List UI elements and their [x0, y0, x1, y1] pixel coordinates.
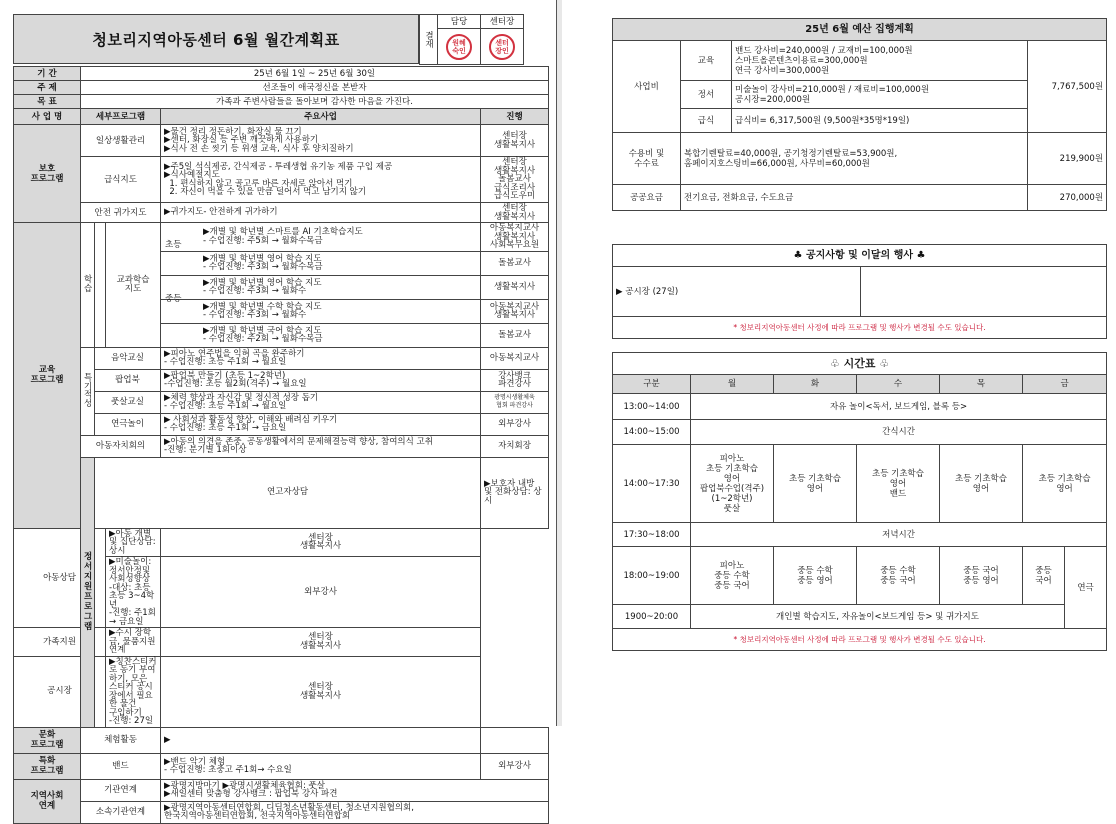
stamp-staff — [438, 29, 481, 65]
budget-fees-desc: 복합기렌탈료=40,000원, 공기청정기렌탈료=53,900원, 홈페이지호스팅비=66,000원, 사무비=60,000원 — [681, 133, 1028, 185]
header-main: 주요사업 — [161, 109, 481, 125]
notice-left: ▶ 공시장 (27일) — [613, 267, 861, 317]
budget-table — [612, 18, 1107, 211]
tt-r3-thu: 초등 기초학습 영어 — [940, 445, 1023, 523]
tt-r5-thu: 중등 국어 중등 영어 — [940, 547, 1023, 605]
daily-life-progress: 센터장 생활복지사 — [481, 125, 549, 157]
tt-r3-mon: 피아노 초등 기초학습 영어 팝업북수업(격주) (1~2학년) 풋살 — [691, 445, 774, 523]
tt-time-1: 13:00~14:00 — [613, 394, 691, 420]
meal-progress: 센터장 생활복지사 돌봄교사 급식조리사 급식도우미 — [481, 157, 549, 203]
edu-row-2-progress: 돌봄교사 — [481, 251, 549, 275]
learning-sub-left — [95, 223, 106, 348]
tt-time-6: 1900~20:00 — [613, 605, 691, 629]
protect-program-label: 보호 프로그램 — [14, 125, 81, 223]
level-mid-label: 중등 — [165, 293, 182, 304]
child-counsel-progress: 센터장 생활복지사 — [161, 528, 481, 557]
tt-header-wed: 수 — [857, 375, 940, 394]
edu-row-3-progress: 생활복지사 — [481, 275, 549, 299]
budget-cat-meal: 급식 — [681, 109, 732, 133]
child-counsel-text: ▶아동 개별 및 집단상담: 상시 — [106, 528, 161, 557]
tt-r5-drama: 연극 — [1065, 547, 1107, 629]
tt-r5-wed: 중등 수학 중등 국어 — [857, 547, 940, 605]
seal-icon: 원혜 숙인 — [446, 34, 472, 60]
culture-program-label: 문화 프로그램 — [14, 727, 81, 753]
learning-label: 학 습 — [81, 223, 95, 348]
music-sub: 음악교실 — [95, 347, 161, 369]
timetable-note: * 청보리지역아동센터 사정에 따라 프로그램 및 행사가 변경될 수도 있습니다. — [613, 629, 1107, 651]
budget-cat-emo: 정서 — [681, 81, 732, 109]
family-progress: 센터장 생활복지사 — [161, 628, 481, 657]
stamp-head — [481, 29, 524, 65]
edu-program-label: 교육 프로그램 — [14, 223, 81, 529]
right-page — [562, 0, 1116, 726]
tt-header-time: 구분 — [613, 375, 691, 394]
market-progress: 센터장 생활복지사 — [161, 656, 481, 727]
guardian-sub: 연고자상담 — [95, 457, 481, 528]
tt-time-5: 18:00~19:00 — [613, 547, 691, 605]
daily-life-text: ▶물건 정리 정돈하기, 화장실 물 끄기 ▶센터, 화장실 등 주변 깨끗하게 사용하기 ▶식사 전 손 씻기 등 위생 교육, 식사 후 양치질하기 — [161, 125, 481, 157]
budget-group-business: 사업비 — [613, 41, 681, 133]
futsal-text: ▶체력 향상과 자신감 및 정신적 성장 돕기 - 수업진행: 초등 주1회 → 월요일 — [161, 391, 481, 413]
tt-time-3: 14:00~17:30 — [613, 445, 691, 523]
market-sub: 공시장 — [14, 656, 106, 727]
goal-value: 가족과 주변사람들을 돌아보며 감사한 마음을 가진다. — [81, 95, 549, 109]
budget-edu-desc: 밴드 강사비=240,000원 / 교재비=100,000원 스마트올콘텐츠이용료=300,000원 연극 강사비=300,000원 — [732, 41, 1028, 81]
approval-staff-label: 담당 — [438, 15, 481, 29]
tt-r5-fri: 중등 국어 — [1023, 547, 1065, 605]
futsal-sub: 풋살교실 — [95, 391, 161, 413]
goal-label: 목 표 — [14, 95, 81, 109]
edu-row-1 — [161, 223, 481, 252]
left-page — [0, 0, 556, 821]
safety-sub: 안전 귀가지도 — [81, 203, 161, 223]
budget-utility-total: 270,000원 — [1028, 185, 1107, 211]
edu-row-3-text: ▶개별 및 학년별 영어 학습 지도 - 수업진행: 주3회 → 월화수 — [203, 277, 322, 296]
art-play-progress: 외부강사 — [161, 557, 481, 628]
budget-emo-desc: 미술놀이 강사비=210,000원 / 재료비=100,000원 공시장=200,000원 — [732, 81, 1028, 109]
meal-sub: 급식지도 — [81, 157, 161, 203]
drama-progress: 외부강사 — [481, 413, 549, 435]
level-elem-label: 초등 — [165, 240, 182, 250]
special-program-label: 특화 프로그램 — [14, 753, 81, 779]
family-text: ▶수시 장학금, 물품지원 연계 — [106, 628, 161, 657]
budget-cat-edu: 교육 — [681, 41, 732, 81]
agency-sub: 기관연계 — [81, 779, 161, 801]
header-progress: 진행 — [481, 109, 549, 125]
affiliate-text: ▶광명지역아동센터연합회, 디딤청소년활동센터, 청소년지원협의회, 한국지역아동센터연합회, 전국지역아동센터연합회 — [161, 801, 549, 823]
edu-row-1-progress: 아동복지교사 생활복지사 사회복무요원 — [481, 223, 549, 252]
budget-group-utility: 공공요금 — [613, 185, 681, 211]
theme-label: 주 제 — [14, 81, 81, 95]
tt-r3-fri: 초등 기초학습 영어 — [1023, 445, 1107, 523]
edu-row-4-text: ▶개별 및 학년별 수학 학습 지도 - 수업진행: 주3회 → 월화수 — [161, 299, 481, 323]
budget-title: 25년 6월 예산 집행계획 — [613, 19, 1107, 41]
council-sub: 아동자치회의 — [81, 435, 161, 457]
edu-row-5-progress: 돌봄교사 — [481, 323, 549, 347]
theme-value: 선조들이 애국정신을 본받자 — [81, 81, 549, 95]
monthly-plan-table — [13, 66, 549, 824]
experience-sub: 체험활동 — [81, 727, 161, 753]
tt-header-tue: 화 — [774, 375, 857, 394]
meal-text: ▶주5일 석식제공, 간식제공 - 투레생협 유기농 제품 구입 제공 ▶식사예절지도 1. 편식하지 않고 골고루 바른 자세로 앉아서 먹기 2. 자신이 먹을 수 있을 만큼 덜어서 먹고 남기지 않기 — [161, 157, 481, 203]
child-counsel-sub: 아동상담 — [14, 528, 106, 628]
community-label: 지역사회 연계 — [14, 779, 81, 823]
safety-progress: 센터장 생활복지사 — [481, 203, 549, 223]
notice-right — [861, 267, 1107, 317]
market-text: ▶칭찬스티커로 동기 부여하기, 모은 스티커 공시장에서 필요한 물건 구입하기 -진행: 27일 — [106, 656, 161, 727]
page-title: 청보리지역아동센터 6월 월간계획표 — [13, 14, 419, 64]
tt-header-thu: 목 — [940, 375, 1023, 394]
band-sub: 밴드 — [81, 753, 161, 779]
edu-row-1-text: ▶개별 및 학년별 스마트를 AI 기초학습지도 - 수업진행: 주5회 → 월화수목금 — [203, 227, 363, 246]
council-progress: 자치회장 — [481, 435, 549, 457]
notice-title: ♣ 공지사항 및 이달의 행사 ♣ — [613, 245, 1107, 267]
tt-r3-wed: 초등 기초학습 영어 밴드 — [857, 445, 940, 523]
edu-row-4-progress: 아동복지교사 생활복지사 — [481, 299, 549, 323]
affiliate-sub: 소속기관연계 — [81, 801, 161, 823]
header-sub: 세부프로그램 — [81, 109, 161, 125]
tt-r3-tue: 초등 기초학습 영어 — [774, 445, 857, 523]
council-text: ▶아동의 의견을 존중, 공동생활에서의 문제해결능력 향상, 참여의식 고취 -진행: 분기별 1회이상 — [161, 435, 481, 457]
safety-text: ▶귀가지도- 안전하게 귀가하기 — [161, 203, 481, 223]
popup-sub: 팝업북 — [95, 369, 161, 391]
art-play-text: ▶미술놀이: 정서안정및사회성향상 -대상: 초등 초등 3~4학년 -진행: 주1회 → 금요일 — [106, 557, 161, 628]
tt-header-mon: 월 — [691, 375, 774, 394]
tt-row-1: 자유 놀이<독서, 보드게임, 블록 등> — [691, 394, 1107, 420]
edu-row-5-text: ▶개별 및 학년별 국어 학습 지도 - 수업진행: 주2회 → 월화수목금 — [161, 323, 481, 347]
tt-row-6: 개인별 학습지도, 자유놀이<보드게임 등> 및 귀가지도 — [691, 605, 1065, 629]
futsal-progress: 광명시생활체육 협회 파견강사 — [481, 391, 549, 413]
tt-row-4: 저녁시간 — [691, 523, 1107, 547]
seal-icon: 센터 장인 — [489, 34, 515, 60]
emo-program-label: 정서지원 프로그램 — [81, 457, 95, 727]
tt-time-4: 17:30~18:00 — [613, 523, 691, 547]
budget-fees-total: 219,900원 — [1028, 133, 1107, 185]
approval-head-label: 센터장 — [481, 15, 524, 29]
timetable-title: ♧ 시간표 ♧ — [613, 353, 1107, 375]
notice-table — [612, 244, 1107, 339]
band-text: ▶밴드 악기 체험 - 수업진행: 초중고 주1회→ 수요일 — [161, 753, 481, 779]
tt-r5-mon: 피아노 중등 수학 중등 국어 — [691, 547, 774, 605]
budget-group-fees: 수용비 및 수수료 — [613, 133, 681, 185]
experience-progress — [481, 727, 549, 753]
guardian-text: ▶보호자 내방 및 전화상담: 상시 — [481, 457, 549, 528]
drama-text: ▶ 사회성과 활동성 향상, 이해와 배려심 키우기 - 수업진행: 초등 주1회 → 금요일 — [161, 413, 481, 435]
music-progress: 아동복지교사 — [481, 347, 549, 369]
notice-note: * 청보리지역아동센터 사정에 따라 프로그램 및 행사가 변경될 수도 있습니다. — [613, 317, 1107, 339]
daily-life-sub: 일상생활관리 — [81, 125, 161, 157]
popup-progress: 강사뱅크 파견강사 — [481, 369, 549, 391]
header-business: 사 업 명 — [14, 109, 81, 125]
agency-text: ▶광명지방마기 ▶광명시생활체육협회: 풋살 ▶새일센터 맞춤형 강사뱅크 : 팝업북 강사 파견 — [161, 779, 549, 801]
period-label: 기 간 — [14, 67, 81, 81]
learning-sub — [106, 223, 161, 348]
tt-r5-tue: 중등 수학 중등 영어 — [774, 547, 857, 605]
tt-time-2: 14:00~15:00 — [613, 420, 691, 445]
period-value: 25년 6월 1일 ~ 25년 6월 30일 — [81, 67, 549, 81]
tt-header-fri: 금 — [1023, 375, 1107, 394]
budget-business-total: 7,767,500원 — [1028, 41, 1107, 133]
popup-text: ▶팝업북 만들기 (초등 1~2학년) -수업진행: 초등 월2회(격주) → 월요일 — [161, 369, 481, 391]
tt-row-2: 간식시간 — [691, 420, 1107, 445]
drama-sub: 연극놀이 — [95, 413, 161, 435]
timetable — [612, 352, 1107, 651]
edu-row-2-text: ▶개별 및 학년별 영어 학습 지도 - 수업진행: 주3회 → 월화수목금 — [161, 251, 481, 275]
approval-label: 결재 — [420, 15, 438, 65]
budget-utility-desc: 전기요금, 전화요금, 수도요금 — [681, 185, 1028, 211]
experience-text: ▶ — [161, 727, 481, 753]
subject-tutoring-label: 교과학습 지도 — [116, 275, 150, 294]
approval-box — [419, 14, 524, 65]
edu-row-3 — [161, 275, 481, 304]
band-progress: 외부강사 — [481, 753, 549, 779]
budget-meal-desc: 급식비= 6,317,500원 (9,500원*35명*19일) — [732, 109, 1028, 133]
music-text: ▶피아노 연주법을 익혀 곡을 완주하기 - 수업진행: 초등 주1회 → 월요일 — [161, 347, 481, 369]
family-sub: 가족지원 — [14, 628, 106, 657]
special-label: 특 기 적 성 — [81, 347, 95, 435]
